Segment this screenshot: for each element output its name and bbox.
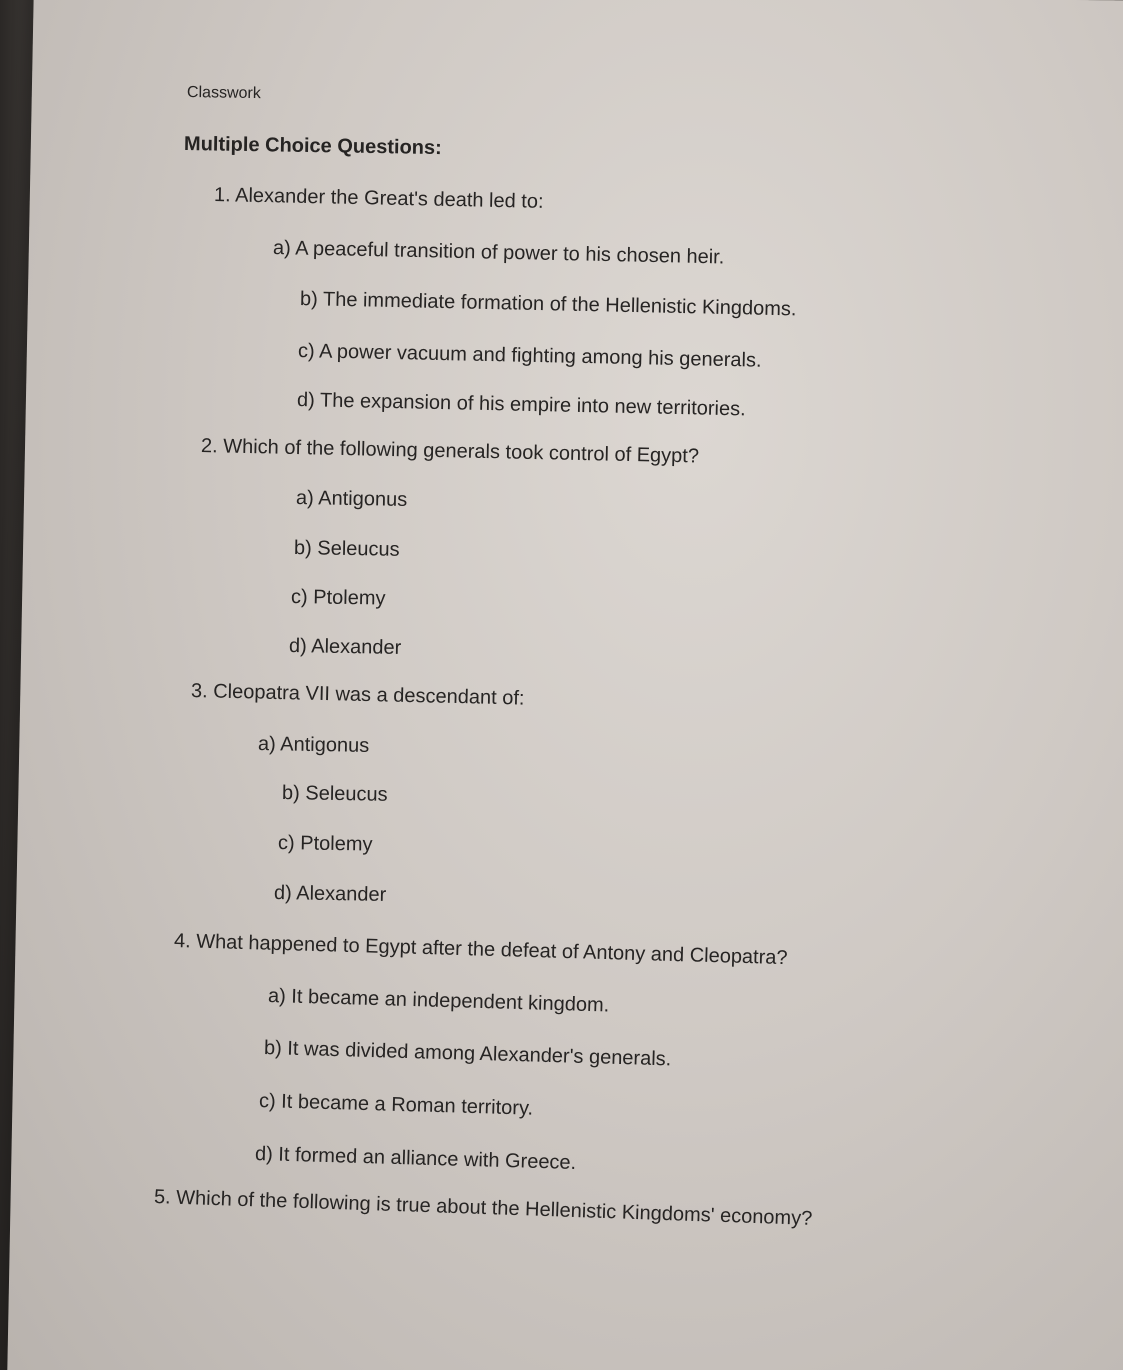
section-heading: Multiple Choice Questions: — [183, 133, 442, 160]
question-1-option-a: a) A peaceful transition of power to his chosen heir. — [272, 237, 725, 269]
question-1-option-d: d) The expansion of his empire into new territories. — [296, 389, 746, 421]
question-5: 5. Which of the following is true about the Hellenistic Kingdoms' economy? — [153, 1186, 813, 1230]
question-4: 4. What happened to Egypt after the defeat of Antony and Cleopatra? — [173, 930, 788, 970]
question-4-option-a: a) It became an independent kingdom. — [267, 985, 610, 1017]
question-1: 1. Alexander the Great's death led to: — [213, 184, 544, 213]
question-2-option-b: b) Seleucus — [293, 537, 400, 561]
question-1-option-b: b) The immediate formation of the Hellenistic Kingdoms. — [299, 288, 797, 321]
question-2: 2. Which of the following generals took control of Egypt? — [200, 435, 700, 468]
question-3: 3. Cleopatra VII was a descendant of: — [190, 680, 525, 710]
question-1-option-c: c) A power vacuum and fighting among his generals. — [297, 340, 762, 372]
question-4-option-d: d) It formed an alliance with Greece. — [254, 1143, 577, 1174]
question-3-option-d: d) Alexander — [273, 882, 387, 906]
question-3-option-c: c) Ptolemy — [277, 832, 373, 856]
question-4-option-b: b) It was divided among Alexander's generals. — [263, 1037, 672, 1071]
question-2-option-a: a) Antigonus — [295, 487, 408, 511]
question-3-option-a: a) Antigonus — [257, 733, 370, 757]
question-3-option-b: b) Seleucus — [281, 782, 388, 806]
question-2-option-d: d) Alexander — [288, 635, 402, 659]
question-4-option-c: c) It became a Roman territory. — [258, 1090, 534, 1120]
question-2-option-c: c) Ptolemy — [290, 586, 386, 610]
document-label: Classwork — [186, 84, 261, 103]
